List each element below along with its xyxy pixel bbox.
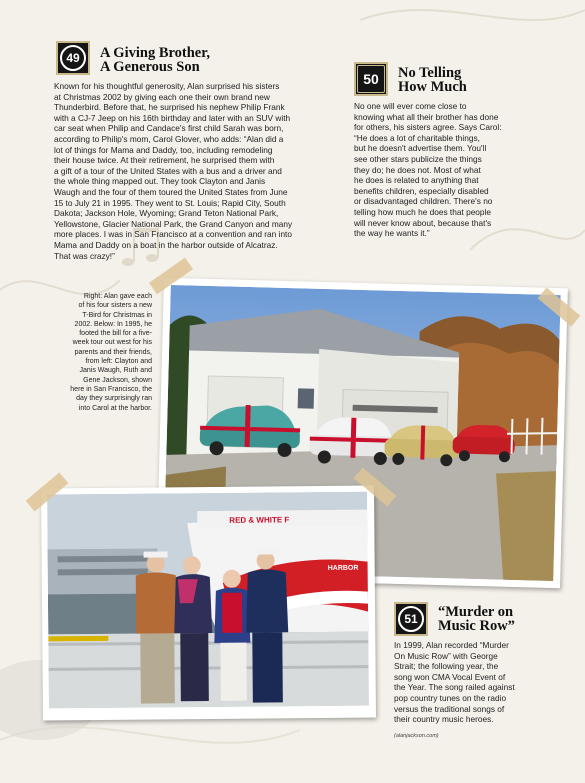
section-50-body-line: see other stars publicize the things — [354, 153, 482, 164]
caption-line: week tour out west for his — [72, 339, 152, 347]
badge-51 — [394, 602, 428, 636]
section-49-body-line: Thunderbird. Before that, he surprised his nephew Philip Frank — [54, 102, 285, 113]
caption-line: into Carol at the harbor. — [78, 404, 152, 412]
section-49-body-line: according to Philip's mom, Carol Glover, who adds: “Alan did a — [54, 133, 284, 144]
section-49-title-line1: A Giving Brother, — [100, 45, 210, 61]
section-50-body-line: the way he wants it.” — [354, 228, 430, 239]
caption-line: Gene Jackson, shown — [83, 376, 152, 384]
ferry-hull-text: HARBOR — [327, 564, 359, 572]
section-49-body-line: Dakota; Jackson Hole, Wyoming; Grand Teton National Park, — [54, 208, 279, 219]
section-51-body-line: On Music Row” with George — [394, 650, 498, 661]
ferry-sign-text: RED & WHITE F — [229, 515, 290, 525]
section-50-body-line: knowing what all their brother has done — [354, 111, 499, 122]
section-51-body-line: pop country tunes on the radio — [394, 692, 507, 703]
caption-line: Right: Alan gave each — [83, 293, 152, 300]
section-50-body-line: benefits children, especially disabled — [354, 185, 489, 196]
section-49-body-line: a gift of a tour of the United States with a bus and a driver and — [54, 165, 282, 176]
section-49-body-line: Mama and Daddy on a boat in the harbor outside of Alcatraz. — [54, 239, 278, 250]
section-50-body-line: will never know about, because that's — [354, 217, 492, 228]
section-51-title-line2: Music Row” — [438, 618, 515, 634]
section-49-body — [54, 81, 344, 261]
caption-line: T-Bird for Christmas in — [82, 311, 152, 319]
section-49-body-line: at Christmas 2002 by giving each one their own brand new — [54, 91, 270, 102]
section-51-title-line1: “Murder on — [438, 604, 514, 620]
badge-50-number: 50 — [357, 65, 385, 93]
caption-line: Janis Waugh, Ruth and — [79, 367, 152, 375]
section-50-body-line: they do; he does not. Most of what — [354, 164, 481, 175]
caption-line: of his four sisters a new — [78, 302, 152, 310]
section-49-body-line: lot of things for Mama and Daddy, too, including remodeling — [54, 144, 273, 155]
badge-49 — [56, 41, 90, 75]
badge-49-number: 49 — [60, 45, 86, 71]
section-49-body-line: more places. I was in San Francisco at a convention and ran into — [54, 229, 292, 240]
section-50-body-line: he does is related to anything that — [354, 175, 479, 186]
section-49-title-line2: A Generous Son — [100, 59, 200, 75]
section-49-body-line: Waugh and the four of them toured the United States from June — [54, 186, 288, 197]
caption-line: parents and their friends, — [74, 348, 152, 356]
section-49-body-line: Yellowstone, Glacier National Park, the Grand Canyon and many — [54, 218, 293, 229]
section-51-body-line: their country music heroes. — [394, 714, 494, 725]
photo-caption — [42, 292, 152, 413]
badge-51-number: 51 — [398, 606, 424, 632]
section-49-body-line: Known for his thoughtful generosity, Alan surprised his sisters — [54, 81, 280, 91]
caption-line: footed the bill for a five- — [79, 330, 152, 338]
section-50-title-line2: How Much — [398, 79, 467, 95]
swirl-top-right — [360, 10, 585, 20]
section-51-body-line: versus the traditional songs of — [394, 703, 505, 714]
section-49-body-line: with a CJ-7 Jeep on his 16th birthday and later with an SUV with — [54, 112, 291, 123]
section-49-body-line: their house twice. At their retirement, he surprised them with — [54, 155, 275, 166]
section-49-body-line: car seat when Philip and Candace's first child Sarah was born, — [54, 123, 284, 134]
harbor-photo — [41, 486, 376, 721]
badge-50 — [354, 62, 388, 96]
section-49-body-line: 15 to July 21 in 1995. They went to St. Louis; Rapid City, South — [54, 197, 286, 208]
caption-line: day they surprisingly ran — [76, 395, 152, 403]
section-49-body-line: That was crazy!” — [54, 250, 115, 261]
section-50-title — [398, 66, 467, 94]
section-51-body-line: Strait; the following year, the — [394, 661, 499, 672]
section-50-body-line: No one will ever come close to — [354, 101, 467, 111]
caption-line: here in San Francisco, the — [70, 385, 152, 393]
section-51-body-line: song won CMA Vocal Event of — [394, 671, 506, 682]
section-50-body — [354, 101, 534, 239]
section-50-body-line: “He does a lot of charitable things, — [354, 132, 480, 143]
section-51-body-line: the Year. The song railed against — [394, 682, 515, 693]
section-50-body-line: for others, his sisters agree. Says Carol: — [354, 122, 502, 133]
harbor-photo-image — [47, 492, 369, 709]
caption-line: 2002. Below: In 1995, he — [74, 320, 152, 328]
photo-credit: (alanjackson.com) — [394, 733, 439, 739]
section-49-body-line: the whole thing mapped out. They took Clayton and Janis — [54, 176, 266, 187]
caption-line: from left: Clayton and — [85, 358, 152, 366]
section-50-body-line: telling how much he does that people — [354, 206, 491, 217]
section-50-title-line1: No Telling — [398, 65, 462, 81]
section-50-body-line: or disadvantaged children. There's no — [354, 196, 493, 207]
section-51-body-line: In 1999, Alan recorded “Murder — [394, 640, 509, 650]
section-50-body-line: but he doesn't advertise them. You'll — [354, 143, 487, 154]
section-51-title — [438, 605, 515, 633]
section-49-title — [100, 46, 210, 74]
section-51-body — [394, 640, 544, 725]
